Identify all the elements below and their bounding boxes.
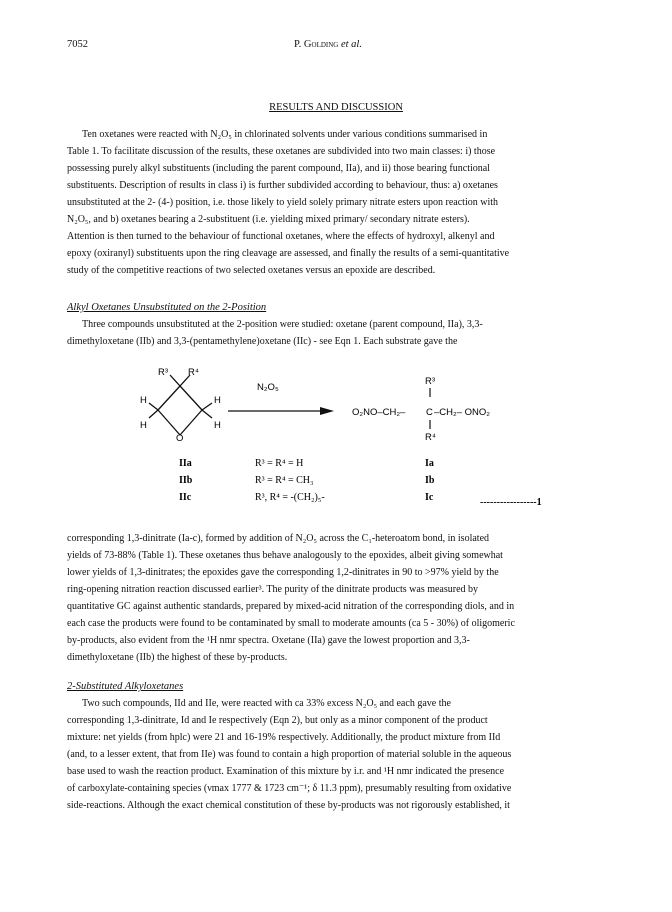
product-label: Ib — [425, 475, 435, 486]
reactant-label: IIc — [179, 492, 192, 503]
text-line: unsubstituted at the 2- (4-) position, i.e. those likely to yield solely primary nitrate esters upon reaction with — [67, 197, 499, 208]
product-label: Ia — [425, 458, 434, 469]
section-title: RESULTS AND DISCUSSION — [269, 102, 403, 113]
paragraph-intro — [67, 126, 607, 279]
reagent-label: N₂O₅ — [257, 382, 279, 393]
reactant-label: IIa — [179, 458, 192, 469]
product-left-group: O₂NO–CH₂– — [352, 407, 406, 418]
running-head-author: P. Golding — [294, 39, 339, 50]
reaction-arrow — [228, 407, 334, 415]
text-line: ring-opening nitration reaction discussed earlier³. The purity of the dinitrate products was measured by — [67, 584, 479, 595]
text-line: (and, to a lesser extent, that from IIe) was found to contain a high proportion of material soluble in the aqueous — [67, 749, 512, 760]
r4-label: R⁴ — [188, 367, 199, 378]
h-label: H — [214, 420, 221, 431]
text-line: lower yields of 1,3-dinitrates; the epoxides gave the corresponding 1,2-dinitrates in 90 to >97% yield by the — [67, 567, 499, 578]
text-line: N₂O₅, and b) oxetanes bearing a 2-substituent (i.e. yielding mixed primary/ secondary nitrate esters). — [67, 214, 470, 225]
product-right-group: –CH₂– ONO₂ — [434, 407, 490, 418]
subheading-2-substituted: 2-Substituted Alkyloxetanes — [67, 681, 184, 692]
text-line: epoxy (oxiranyl) substituents upon the ring cleavage are assessed, and finally the results of a semi-quantitative — [67, 248, 510, 259]
text-line: mixture: net yields (from hplc) were 21 and 16-19% respectively. Additionally, the product mixture from IId — [67, 732, 501, 743]
text-line: by-products, also evident from the ¹H nmr spectra. Oxetane (IIa) gave the lowest proportion and 3,3- — [67, 635, 470, 646]
text-line: study of the competitive reactions of two selected oxetanes versus an epoxide are described. — [67, 265, 436, 276]
text-line: Ten oxetanes were reacted with N₂O₅ in chlorinated solvents under various conditions summarised in — [82, 129, 488, 140]
h-label: H — [214, 395, 221, 406]
text-line: corresponding 1,3-dinitrate (Ia-c), formed by addition of N₂O₅ across the C₁-heteroatom bond, in isolated — [67, 533, 490, 544]
product-central-carbon: C — [426, 407, 433, 418]
scheme-row — [179, 458, 434, 469]
oxetane-structure — [149, 375, 212, 435]
text-line: substituents. Description of results in class i) is further subdivided according to behaviour, thus: a) oxetanes — [67, 180, 498, 191]
scheme-row — [179, 475, 435, 486]
product-r4-label: R⁴ — [425, 432, 436, 443]
paragraph-2-substituted — [67, 695, 607, 814]
running-head — [294, 39, 362, 50]
reaction-scheme-eqn1 — [0, 360, 672, 520]
text-line: base used to wash the reaction product. Examination of this mixture by i.r. and ¹H nmr indicated the presence — [67, 766, 505, 777]
equation-number: -----------------1 — [480, 497, 542, 508]
text-line: yields of 73-88% (Table 1). These oxetanes thus behave analogously to the epoxides, albeit giving somewhat — [67, 550, 503, 561]
product-label: Ic — [425, 492, 434, 503]
page-number: 7052 — [67, 39, 88, 50]
text-line: quantitative GC against authentic standards, prepared by mixed-acid nitration of the corresponding diols, and in — [67, 601, 515, 612]
text-line: each case the products were found to be contaminated by small to moderate amounts (ca 5 - 30%) of oligomeric — [67, 618, 515, 629]
product-r3-label: R³ — [425, 376, 436, 387]
text-line: Two such compounds, IId and IIe, were reacted with ca 33% excess N₂O₅ and each gave the — [82, 698, 451, 709]
substituent-label: R³ = R⁴ = H — [255, 458, 304, 469]
paragraph-dinitrate-results — [67, 530, 607, 666]
text-line: side-reactions. Although the exact chemical constitution of these by-products was not rigorously established, it — [67, 800, 510, 811]
scheme-row — [179, 492, 434, 503]
text-line: Table 1. To facilitate discussion of the results, these oxetanes are subdivided into two main classes: i) those — [67, 146, 496, 157]
paragraph-unsubstituted-intro — [67, 316, 607, 350]
subheading-unsubstituted: Alkyl Oxetanes Unsubstituted on the 2-Position — [67, 302, 267, 313]
text-line: of carboxylate-containing species (νmax 1777 & 1723 cm⁻¹; δ 11.3 ppm), presumably resulting from oxidative — [67, 783, 512, 794]
text-line: possessing purely alkyl substituents (including the parent compound, IIa), and ii) those bearing functional — [67, 163, 490, 174]
substituent-label: R³ = R⁴ = CH₃ — [255, 475, 314, 486]
text-line: dimethyloxetane (IIb) the highest of these by-products. — [67, 652, 288, 663]
ring-oxygen-label: O — [176, 433, 184, 444]
text-line: Attention is then turned to the behaviour of functional oxetanes, where the effects of hydroxyl, alkenyl and — [67, 231, 495, 242]
text-line: Three compounds unsubstituted at the 2-position were studied: oxetane (parent compound, IIa), 3,3- — [82, 319, 483, 330]
h-label: H — [140, 395, 147, 406]
text-line: dimethyloxetane (IIb) and 3,3-(pentamethylene)oxetane (IIc) - see Eqn 1. Each substrate gave the — [67, 336, 458, 347]
text-line: corresponding 1,3-dinitrate, Id and Ie respectively (Eqn 2), but only as a minor component of the product — [67, 715, 488, 726]
running-head-etal: et al. — [338, 39, 362, 50]
substituent-label: R³, R⁴ = -(CH₂)₅- — [255, 492, 325, 503]
h-label: H — [140, 420, 147, 431]
r3-label: R³ — [158, 367, 169, 378]
reactant-label: IIb — [179, 475, 193, 486]
